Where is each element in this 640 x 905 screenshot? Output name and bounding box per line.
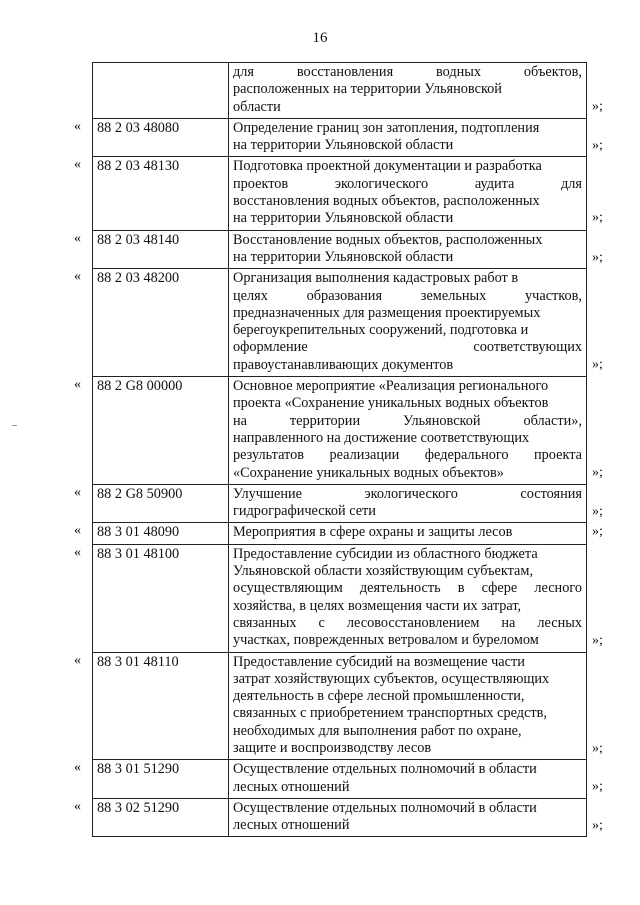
closing-quote-mark: »;	[592, 504, 603, 519]
name-line: оформление соответствующих	[233, 339, 582, 356]
budget-classification-table	[92, 62, 587, 837]
name-line: предназначенных для размещения проектируемых	[233, 304, 541, 321]
table-row	[93, 544, 587, 652]
name-line: берегоукрепительных сооружений, подготовка и	[233, 322, 529, 339]
page-number: 16	[312, 30, 328, 46]
name-cell	[229, 118, 587, 157]
table-row	[93, 377, 587, 485]
name-line: Осуществление отдельных полномочий в области	[233, 761, 537, 778]
table-row	[93, 63, 587, 119]
name-line: проекта «Сохранение уникальных водных объектов	[233, 395, 549, 412]
closing-quote-mark: »;	[592, 465, 603, 480]
name-line: участках, поврежденных ветровалом и буреломом	[233, 632, 539, 649]
closing-quote-mark: »;	[592, 779, 603, 794]
closing-quote-mark: »;	[592, 357, 603, 372]
code-cell	[93, 63, 229, 119]
name-line: Предоставление субсидии из областного бюджета	[233, 545, 538, 562]
closing-quote-mark: »;	[592, 138, 603, 153]
name-line: Определение границ зон затопления, подтопления	[233, 119, 540, 136]
name-line: на территории Ульяновской области	[233, 137, 454, 154]
opening-quote-mark: «	[74, 119, 81, 134]
name-cell	[229, 269, 587, 377]
name-line: связанных с приобретением транспортных средств,	[233, 705, 548, 722]
closing-quote-mark: »;	[592, 818, 603, 833]
name-line: расположенных на территории Ульяновской	[233, 81, 502, 98]
name-line: Осуществление отдельных полномочий в области	[233, 799, 537, 816]
name-line: восстановления водных объектов, расположенных	[233, 193, 540, 210]
name-cell	[229, 377, 587, 485]
name-line: затрат хозяйствующих субъектов, осуществляющих	[233, 670, 550, 687]
name-line: результатов реализации федерального проекта	[233, 447, 582, 464]
table-row	[93, 230, 587, 269]
name-line: лесных отношений	[233, 817, 350, 834]
opening-quote-mark: «	[74, 269, 81, 284]
name-line: лесных отношений	[233, 778, 350, 795]
name-line: деятельность в сфере лесной промышленности,	[233, 688, 525, 705]
name-line: хозяйства, в целях возмещения части их затрат,	[233, 597, 522, 614]
name-line: Организация выполнения кадастровых работ в	[233, 270, 519, 287]
opening-quote-mark: «	[74, 760, 81, 775]
name-line: направленного на достижение соответствующих	[233, 429, 530, 446]
code-cell: 88 2 03 48130	[93, 157, 229, 230]
name-line: Подготовка проектной документации и разработка	[233, 158, 542, 175]
code-cell: 88 3 01 48090	[93, 523, 229, 544]
name-line: Улучшение экологического состояния	[233, 485, 582, 502]
opening-quote-mark: «	[74, 157, 81, 172]
code-cell: 88 2 G8 50900	[93, 484, 229, 523]
opening-quote-mark: «	[74, 545, 81, 560]
closing-quote-mark: »;	[592, 250, 603, 265]
opening-quote-mark: «	[74, 377, 81, 392]
table-row	[93, 798, 587, 837]
code-cell: 88 3 02 51290	[93, 798, 229, 837]
name-line: связанных с лесовосстановлением на лесных	[233, 614, 582, 631]
closing-quote-mark: »;	[592, 524, 603, 539]
code-cell: 88 3 01 51290	[93, 760, 229, 799]
closing-quote-mark: »;	[592, 210, 603, 225]
name-cell	[229, 544, 587, 652]
opening-quote-mark: «	[74, 523, 81, 538]
name-line: для восстановления водных объектов,	[233, 64, 582, 80]
name-line: на территории Ульяновской области	[233, 210, 454, 227]
name-line: необходимых для выполнения работ по охране,	[233, 722, 522, 739]
code-cell: 88 3 01 48100	[93, 544, 229, 652]
name-cell	[229, 157, 587, 230]
opening-quote-mark: «	[74, 653, 81, 668]
name-cell	[229, 484, 587, 523]
name-cell	[229, 760, 587, 799]
name-line: Ульяновской области хозяйствующим субъектам,	[233, 563, 534, 580]
name-line: осуществляющим деятельность в сфере лесного	[233, 580, 582, 597]
table-row	[93, 118, 587, 157]
name-cell	[229, 798, 587, 837]
margin-mark	[12, 425, 17, 426]
name-line: «Сохранение уникальных водных объектов»	[233, 464, 504, 481]
table-row	[93, 484, 587, 523]
opening-quote-mark: «	[74, 799, 81, 814]
name-line: проектов экологического аудита для	[233, 175, 582, 192]
code-cell: 88 2 03 48200	[93, 269, 229, 377]
closing-quote-mark: »;	[592, 99, 603, 114]
code-cell: 88 2 03 48080	[93, 118, 229, 157]
name-line: целях образования земельных участков,	[233, 287, 582, 304]
table-row	[93, 523, 587, 544]
closing-quote-mark: »;	[592, 633, 603, 648]
name-cell	[229, 230, 587, 269]
table-row	[93, 652, 587, 760]
name-line: Мероприятия в сфере охраны и защиты лесов	[233, 524, 513, 541]
name-line: Основное мероприятие «Реализация регионального	[233, 378, 549, 395]
code-cell: 88 3 01 48110	[93, 652, 229, 760]
name-line: защите и воспроизводству лесов	[233, 739, 432, 756]
name-line: Восстановление водных объектов, расположенных	[233, 231, 543, 248]
name-cell	[229, 63, 587, 119]
code-cell: 88 2 G8 00000	[93, 377, 229, 485]
code-cell: 88 2 03 48140	[93, 230, 229, 269]
name-line: на территории Ульяновской области	[233, 248, 454, 265]
opening-quote-mark: «	[74, 231, 81, 246]
name-line: области	[233, 98, 281, 115]
name-line: гидрографической сети	[233, 503, 376, 520]
name-cell	[229, 652, 587, 760]
closing-quote-mark: »;	[592, 741, 603, 756]
opening-quote-mark: «	[74, 485, 81, 500]
name-line: Предоставление субсидий на возмещение части	[233, 653, 525, 670]
table-row	[93, 760, 587, 799]
table-row	[93, 157, 587, 230]
name-cell	[229, 523, 587, 544]
name-line: правоустанавливающих документов	[233, 356, 454, 373]
name-line: на территории Ульяновской области»,	[233, 412, 582, 429]
table-row	[93, 269, 587, 377]
